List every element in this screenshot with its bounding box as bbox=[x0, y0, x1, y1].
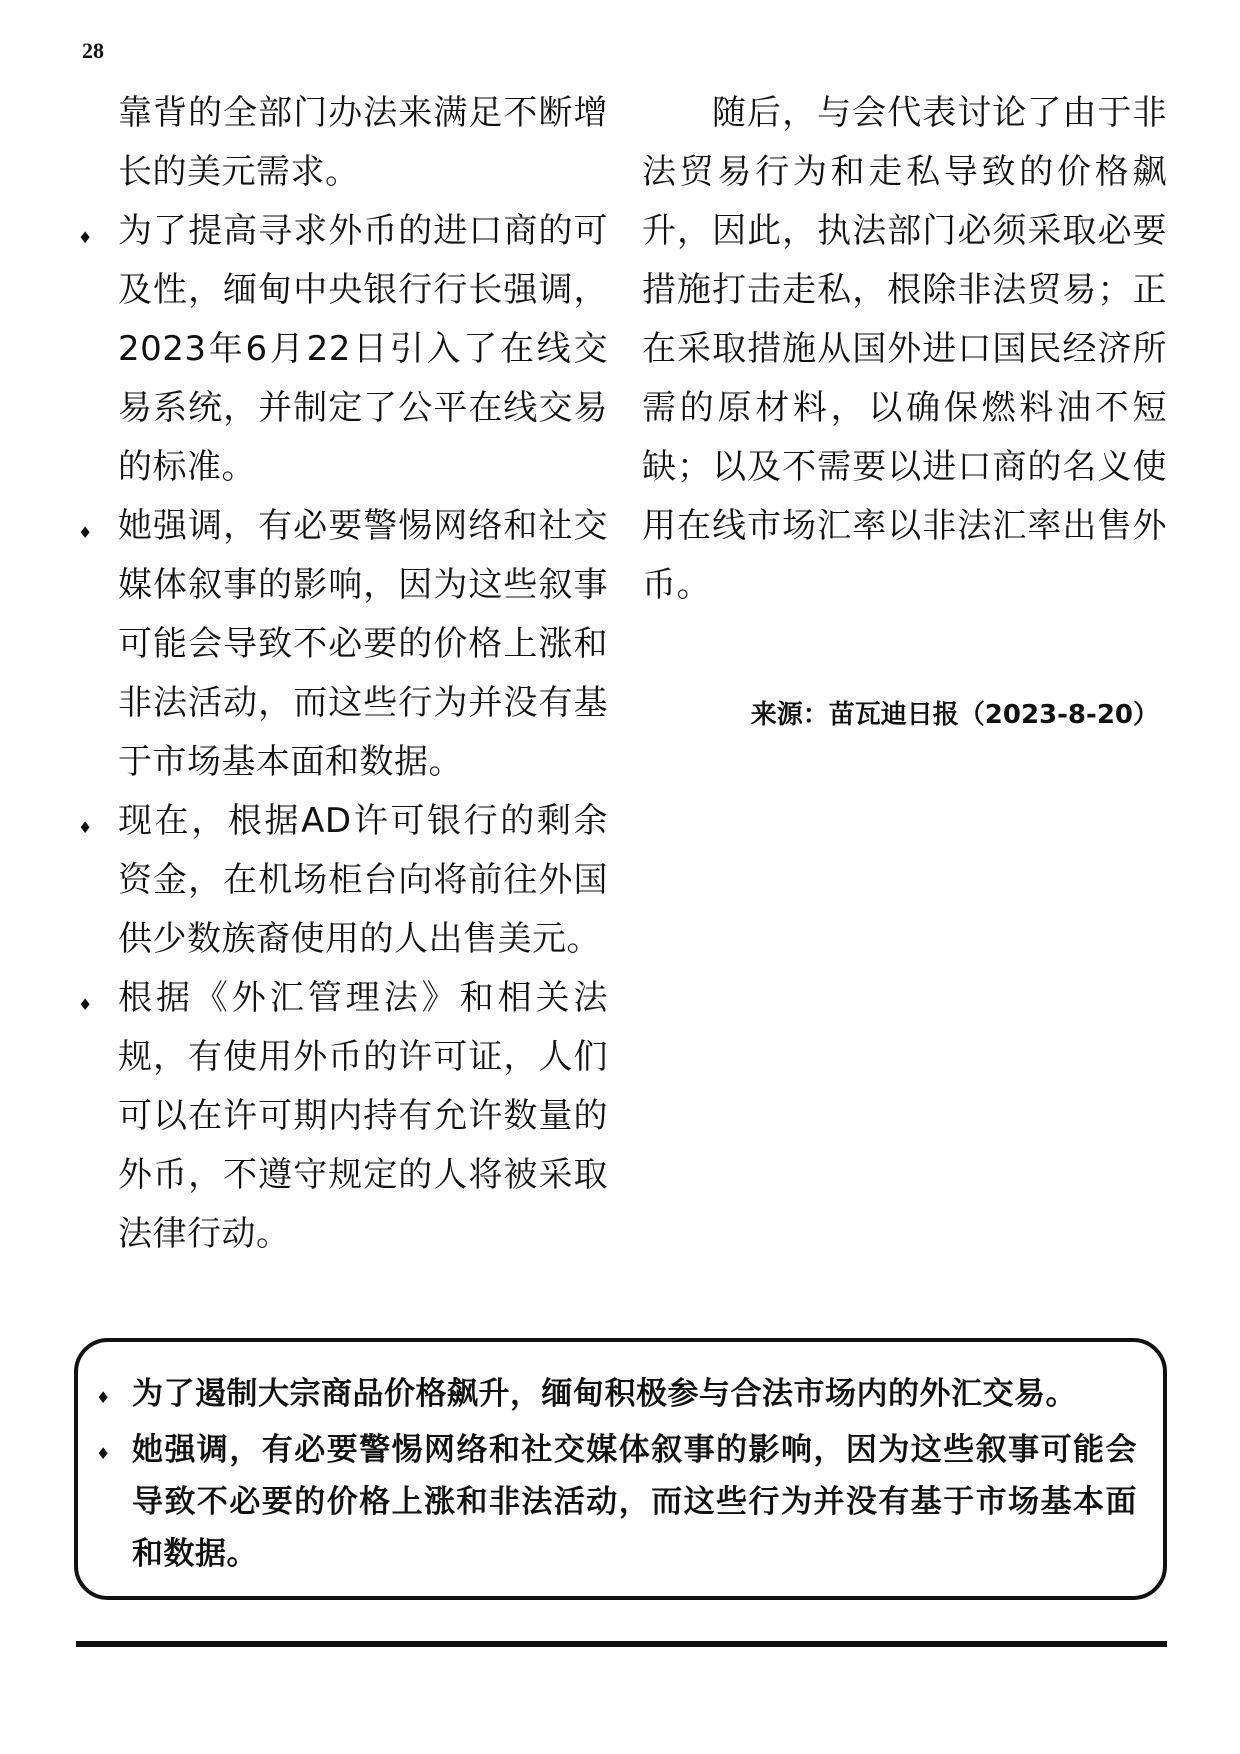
summary-text: 她强调，有必要警惕网络和社交媒体叙事的影响，因为这些叙事可能会导致不必要的价格上涨和非法活动，而这些行为并没有基于市场基本面和数据。 bbox=[132, 1432, 1137, 1572]
diamond-bullet-icon: ♦ bbox=[78, 523, 93, 542]
list-item bbox=[78, 969, 608, 1264]
diamond-bullet-icon: ♦ bbox=[78, 995, 93, 1014]
diamond-bullet-icon: ♦ bbox=[78, 818, 93, 837]
source-citation: 来源：苗瓦迪日报（2023-8-20） bbox=[750, 700, 1159, 730]
bullet-text: 她强调，有必要警惕网络和社交媒体叙事的影响，因为这些叙事可能会导致不必要的价格上涨和非法活动，而这些行为并没有基于市场基本面和数据。 bbox=[118, 506, 608, 782]
list-item bbox=[96, 1424, 1137, 1580]
diamond-bullet-icon: ♦ bbox=[96, 1444, 111, 1463]
summary-box bbox=[74, 1338, 1167, 1600]
continuation-paragraph: 靠背的全部门办法来满足不断增长的美元需求。 bbox=[118, 93, 608, 192]
page-number: 28 bbox=[82, 38, 104, 63]
right-column bbox=[642, 84, 1167, 735]
body-paragraph: 随后，与会代表讨论了由于非法贸易行为和走私导致的价格飙升，因此，执法部门必须采取必要措施打击走私，根除非法贸易；正在采取措施从国外进口国民经济所需的原材料，以确保燃料油不短缺；以及不需要以进口商的名义使用在线市场汇率以非法汇率出售外币。 bbox=[642, 93, 1167, 605]
list-item bbox=[78, 202, 608, 497]
diamond-bullet-icon: ♦ bbox=[96, 1388, 111, 1407]
bottom-divider bbox=[76, 1641, 1167, 1647]
list-item bbox=[78, 497, 608, 792]
summary-text: 为了遏制大宗商品价格飙升，缅甸积极参与合法市场内的外汇交易。 bbox=[132, 1376, 1077, 1412]
bullet-text: 为了提高寻求外币的进口商的可及性，缅甸中央银行行长强调，2023年6月22日引入了在线交易系统，并制定了公平在线交易的标准。 bbox=[118, 211, 608, 487]
diamond-bullet-icon: ♦ bbox=[78, 228, 93, 247]
list-item bbox=[78, 792, 608, 969]
bullet-text: 根据《外汇管理法》和相关法规，有使用外币的许可证，人们可以在许可期内持有允许数量的外币，不遵守规定的人将被采取法律行动。 bbox=[118, 978, 608, 1254]
list-item bbox=[96, 1368, 1137, 1424]
bullet-text: 现在，根据AD许可银行的剩余资金，在机场柜台向将前往外国供少数族裔使用的人出售美元。 bbox=[118, 801, 608, 959]
left-column bbox=[78, 84, 608, 1264]
